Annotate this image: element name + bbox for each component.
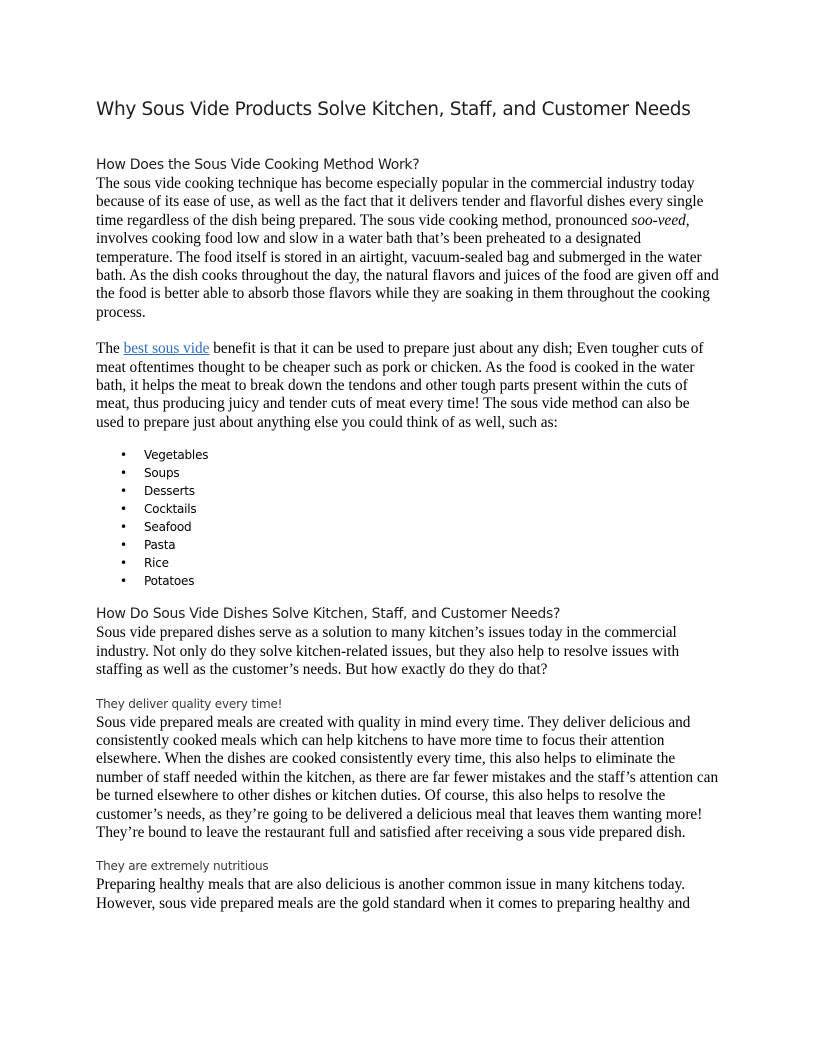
bullet-icon: • bbox=[120, 502, 127, 517]
section1-paragraph-1-text-a: The sous vide cooking technique has become especially popular in the commercial industry today because of its ease of use, as well as the fact that it delivers tender and flavorful dishes every single time regardless of the dish being prepared. The sous vide cooking method, pronounced bbox=[96, 175, 704, 229]
subsection-quality-heading: They deliver quality every time! bbox=[96, 696, 283, 711]
section1-paragraph-2 bbox=[96, 340, 720, 432]
bullet-icon: • bbox=[120, 574, 127, 589]
list-item-label: Soups bbox=[144, 466, 180, 481]
list-item-label: Seafood bbox=[144, 520, 192, 535]
best-sous-vide-link[interactable]: best sous vide bbox=[123, 340, 210, 358]
food-list bbox=[96, 446, 720, 590]
section1-paragraph-1 bbox=[96, 175, 720, 322]
bullet-icon: • bbox=[120, 538, 127, 553]
section2-heading: How Do Sous Vide Dishes Solve Kitchen, Staff, and Customer Needs? bbox=[96, 606, 561, 623]
list-item bbox=[96, 482, 720, 500]
list-item-label: Rice bbox=[144, 556, 169, 571]
section1-paragraph-2-text-a: The bbox=[96, 340, 124, 358]
list-item-label: Desserts bbox=[144, 484, 195, 499]
subsection-quality-paragraph: Sous vide prepared meals are created with quality in mind every time. They deliver delicious and consistently cooked meals which can help kitchens to have more time to focus their attention elsewhere. When the dishes are cooked consistently every time, this also helps to eliminate the number of staff needed within the kitchen, as there are far fewer mistakes and the staff’s attention can be turned elsewhere to other dishes or kitchen duties. Of course, this also helps to resolve the customer’s needs, as they’re going to be delivered a delicious meal that leaves them wanting more! They’re bound to leave the restaurant full and satisfied after receiving a sous vide prepared dish. bbox=[96, 713, 719, 841]
bullet-icon: • bbox=[120, 466, 127, 481]
bullet-icon: • bbox=[120, 448, 127, 463]
list-item bbox=[96, 554, 720, 572]
list-item-label: Potatoes bbox=[144, 574, 195, 589]
list-item bbox=[96, 464, 720, 482]
list-item-label: Cocktails bbox=[144, 502, 197, 517]
subsection-nutritious-paragraph: Preparing healthy meals that are also delicious is another common issue in many kitchens today. However, sous vide prepared meals are the gold standard when it comes to preparing healthy and bbox=[96, 876, 691, 912]
bullet-icon: • bbox=[120, 520, 127, 535]
list-item bbox=[96, 446, 720, 464]
section1-paragraph-1-text-b: , involves cooking food low and slow in a water bath that’s been preheated to a designated temperature. The food itself is stored in an airtight, vacuum-sealed bag and submerged in the water bath. As the dish cooks throughout the day, the natural flavors and juices of the food are given off and the food is better able to absorb those flavors while they are soaking in them throughout the cooking process. bbox=[96, 211, 719, 321]
list-item bbox=[96, 518, 720, 536]
bullet-icon: • bbox=[120, 484, 127, 499]
document-page bbox=[96, 96, 720, 913]
list-item bbox=[96, 536, 720, 554]
list-item bbox=[96, 500, 720, 518]
bullet-icon: • bbox=[120, 556, 127, 571]
section1-paragraph-2-text-b: benefit is that it can be used to prepare just about any dish; Even tougher cuts of meat oftentimes thought to be cheaper such as pork or chicken. As the food is cooked in the water bath, it helps the meat to break down the tendons and other tough parts present within the cuts of meat, thus producing juicy and tender cuts of meat every time! The sous vide method can also be used to prepare just about anything else you could think of as well, such as: bbox=[96, 340, 704, 431]
section2-paragraph: Sous vide prepared dishes serve as a solution to many kitchen’s issues today in the commercial industry. Not only do they solve kitchen-related issues, but they also help to resolve issues with staffing as well as the customer’s needs. But how exactly do they do that? bbox=[96, 624, 680, 679]
section1-heading: How Does the Sous Vide Cooking Method Work? bbox=[96, 157, 420, 173]
list-item-label: Pasta bbox=[144, 538, 176, 553]
pronunciation-italic: soo-veed bbox=[631, 211, 686, 229]
document-title: Why Sous Vide Products Solve Kitchen, Staff, and Customer Needs bbox=[96, 99, 691, 120]
list-item bbox=[96, 572, 720, 590]
list-item-label: Vegetables bbox=[144, 448, 209, 463]
subsection-nutritious-heading: They are extremely nutritious bbox=[96, 859, 269, 874]
